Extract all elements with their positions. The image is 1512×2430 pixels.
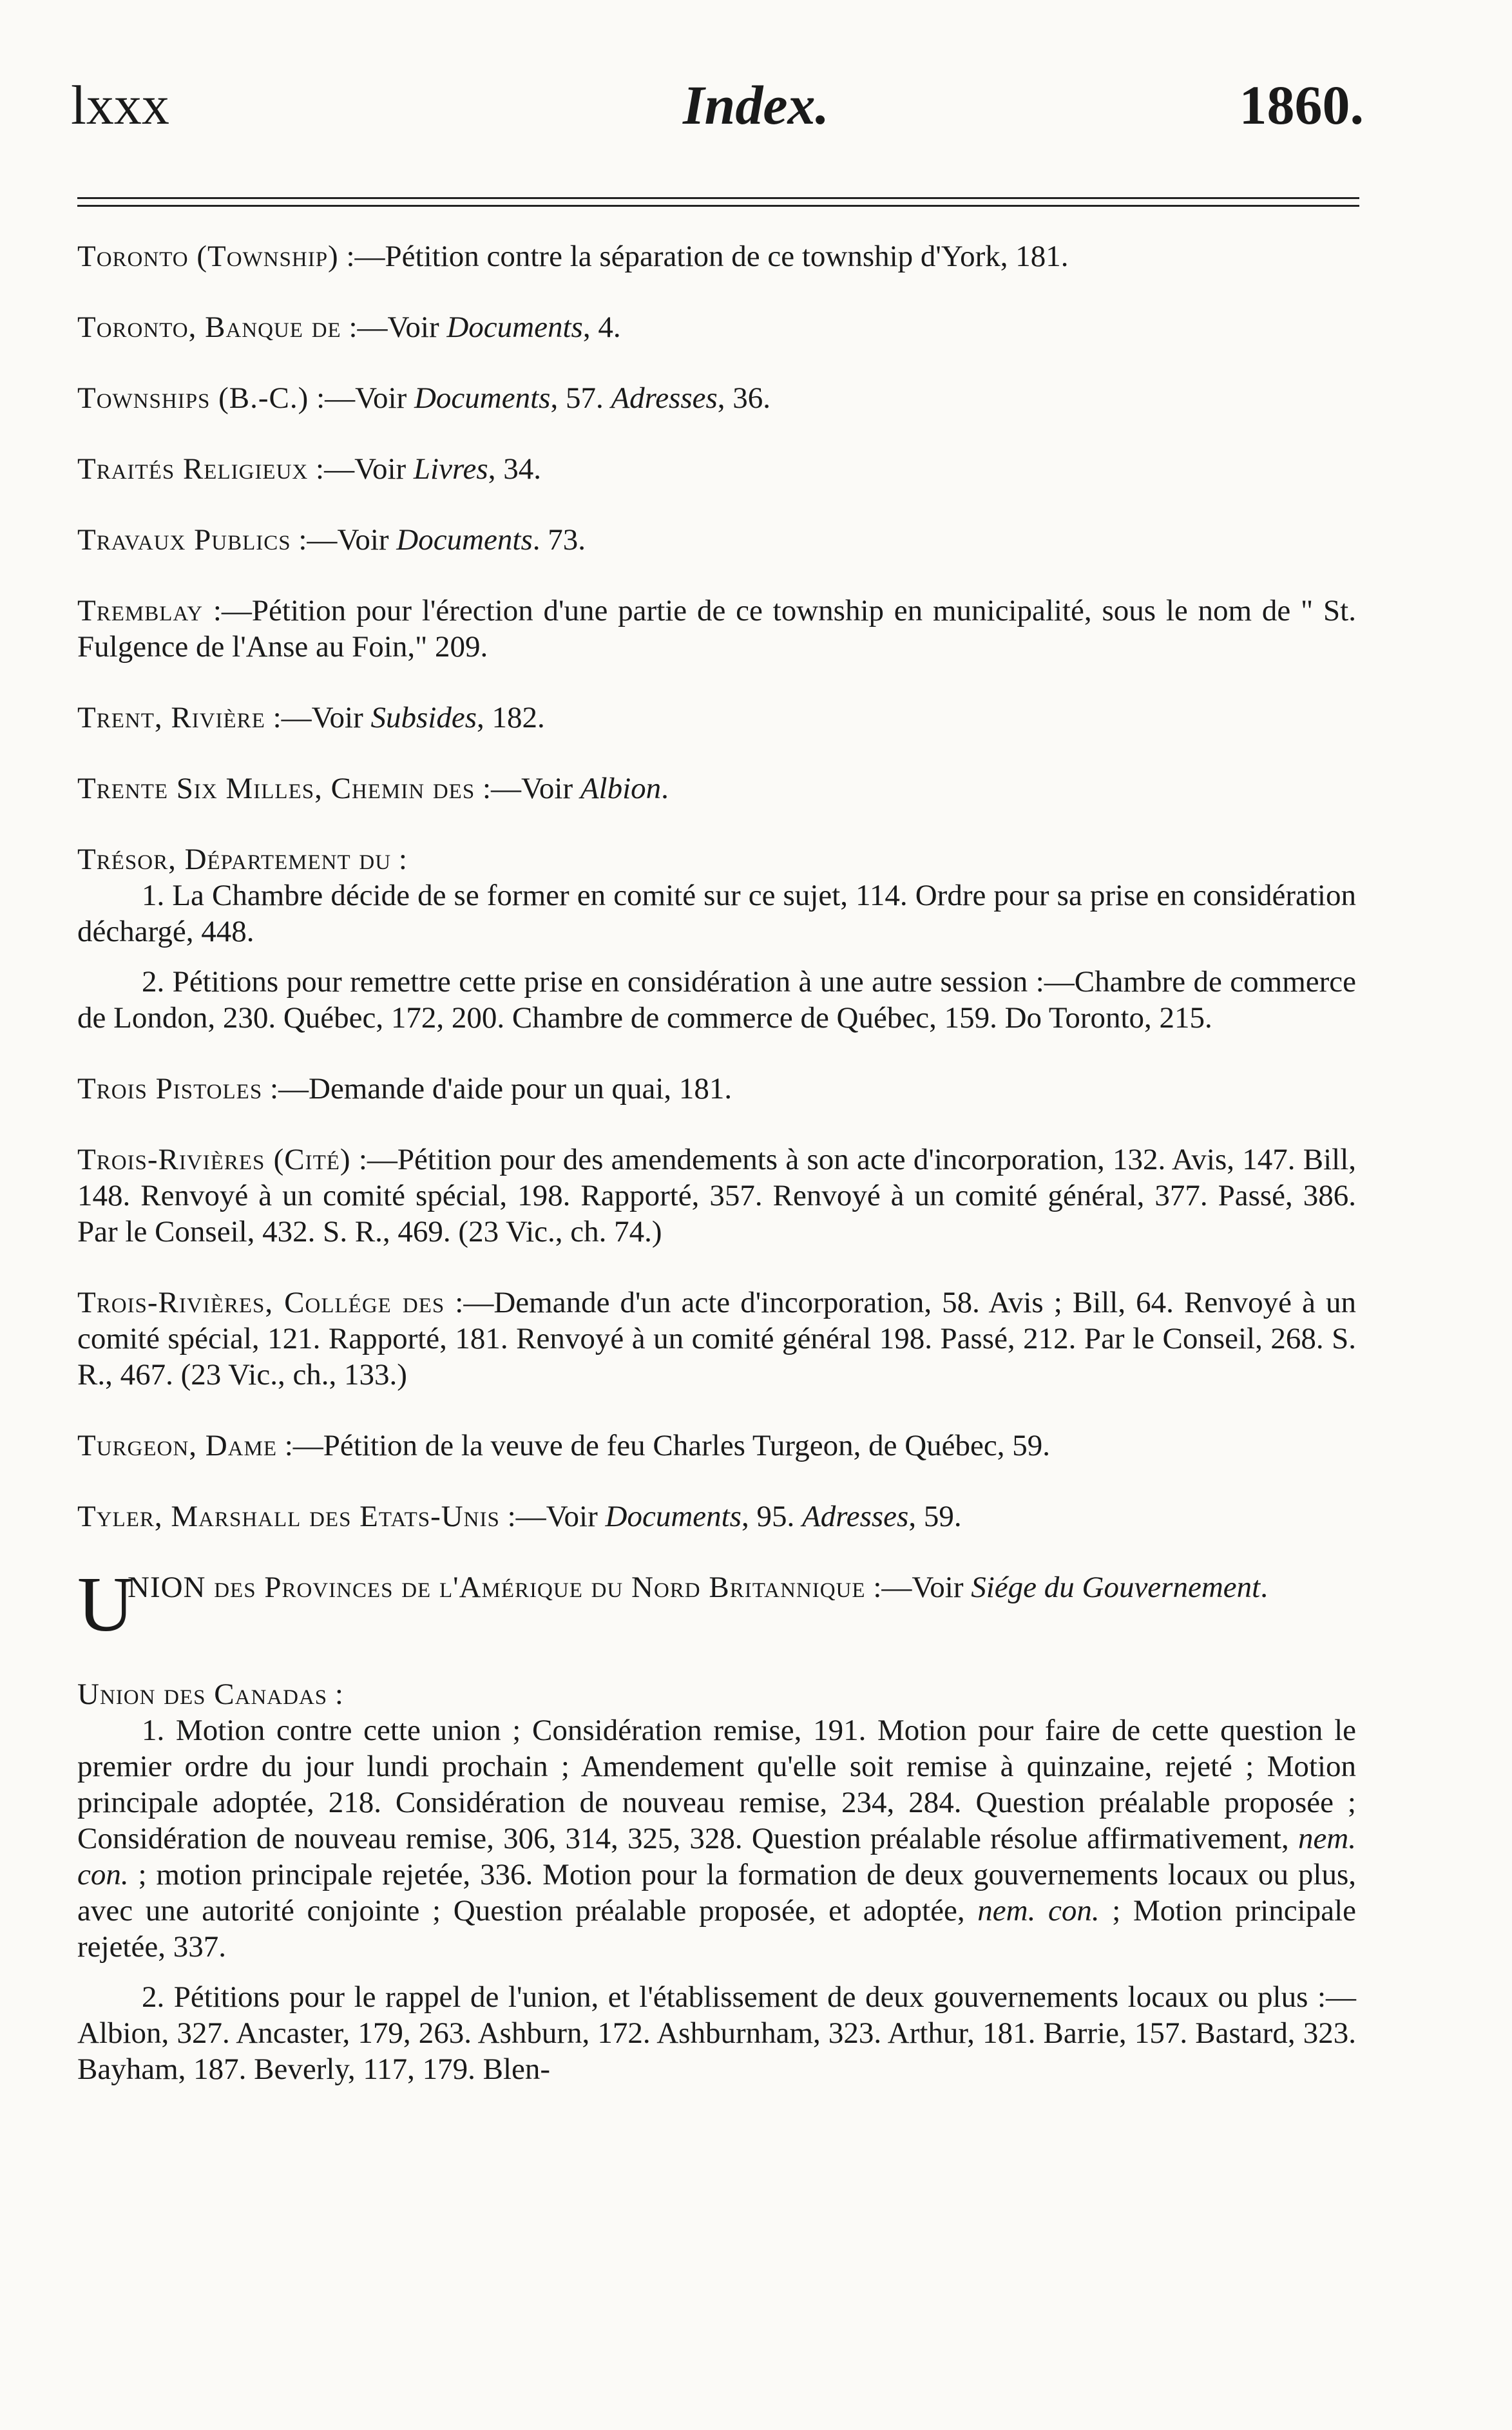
cross-reference: Siége du Gouvernement (971, 1571, 1261, 1604)
entry-heading: Trois Pistoles (77, 1072, 263, 1105)
entry-heading: Tremblay (77, 594, 204, 627)
entry-heading: Trent, Rivière (77, 701, 265, 734)
entry-heading: Travaux Publics (77, 523, 291, 557)
index-entry: Toronto (Township) :—Pétition contre la séparation de ce township d'York, 181. (77, 240, 1069, 273)
index-entry: Trois-Rivières, Collége des :—Demande d'un acte d'incorporation, 58. Avis ; Bill, 64. Renvoyé à un comité spécial, 121. Rapporté, 181. Renvoyé à un comité général 198. Passé, 212. Par le Conseil, 268. S. R., 467. (23 Vic., ch., 133.) (77, 1286, 1357, 1392)
index-entries (77, 238, 1356, 2122)
entry-text: Pétition contre la séparation de ce township d'York, 181. (385, 240, 1069, 273)
entry-heading: Trois-Rivières (Cité) (77, 1143, 351, 1176)
entry-heading: Union des Canadas (77, 1678, 328, 1711)
entry-heading: Toronto, Banque de (77, 311, 341, 344)
cross-reference: Documents (605, 1500, 742, 1533)
entry-text: Pétition pour l'érection d'une partie de ce township en municipalité, sous le nom de " St. Fulgence de l'Anse au Foin," 209. (77, 594, 1356, 664)
page-year: 1860. (1239, 74, 1364, 136)
index-entry: Traités Religieux :—Voir Livres, 34. (77, 452, 541, 486)
latin-phrase: nem. con. (977, 1894, 1100, 1928)
entry-paragraph: 2. Pétitions pour le rappel de l'union, et l'établissement de deux gouvernements locaux ou plus :—Albion, 327. Ancaster, 179, 263. Ashburn, 172. Ashburnham, 323. Arthur, 181. Barrie, 157. Bastard, 323. Bayham, 187. Beverly, 117, 179. Blen- (77, 1980, 1356, 2086)
drop-capital: U (77, 1561, 135, 1648)
cross-reference: Documents (446, 311, 583, 344)
entry-heading: Townships (B.-C.) (77, 381, 309, 415)
index-entry: U NION des Provinces de l'Amérique du Nord Britannique :—Voir Siége du Gouvernement. (77, 1561, 1268, 1648)
entry-text: Pétition pour des amendements à son acte d'incorporation, 132. Avis, 147. Bill, 148. Renvoyé à un comité spécial, 198. Rapporté, 357. Renvoyé à un comité général, 377. Passé, 386. Par le Conseil, 432. S. R., 469. (23 Vic., ch. 74.) (77, 1143, 1357, 1248)
entry-paragraph: 1. La Chambre décide de se former en comité sur ce sujet, 114. Ordre pour sa prise en considération déchargé, 448. (77, 879, 1356, 948)
entry-paragraph: 1. Motion contre cette union ; Considération remise, 191. Motion pour faire de cette question le premier ordre du jour lundi prochain ; Amendement qu'elle soit remise à quinzaine, rejeté ; Motion principale adoptée, 218. Considération de nouveau remise, 234, 284. Question préalable proposée ; Considération de nouveau remise, 306, 314, 325, 328. Question préalable résolue affirmativement, nem. con. ; motion principale rejetée, 336. Motion pour la formation de deux gouvernements locaux ou plus, avec une autorité conjointe ; Question préalable proposée, et adoptée, nem. con. ; Motion principale rejetée, 337. (77, 1714, 1357, 1964)
index-entry: Tremblay :—Pétition pour l'érection d'une partie de ce township en municipalité, sous le nom de " St. Fulgence de l'Anse au Foin," 209. (77, 594, 1356, 664)
cross-reference: Documents (396, 523, 533, 557)
index-entry: Trois-Rivières (Cité) :—Pétition pour des amendements à son acte d'incorporation, 132. Avis, 147. Bill, 148. Renvoyé à un comité spécial, 198. Rapporté, 357. Renvoyé à un comité général, 377. Passé, 386. Par le Conseil, 432. S. R., 469. (23 Vic., ch. 74.) (77, 1143, 1357, 1248)
index-entry: Trésor, Département du : 1. La Chambre décide de se former en comité sur ce sujet, 114. Ordre pour sa prise en considération déchargé, 448. 2. Pétitions pour remettre cette prise en considération à une autre session :—Chambre de commerce de London, 230. Québec, 172, 200. Chambre de commerce de Québec, 159. Do Toronto, 215. (77, 843, 1356, 1035)
cross-reference: Subsides (370, 701, 477, 734)
entry-heading: Turgeon, Dame (77, 1429, 277, 1462)
cross-reference: Adresses (801, 1500, 909, 1533)
cross-reference: Adresses (611, 381, 718, 415)
entry-text: Pétition de la veuve de feu Charles Turgeon, de Québec, 59. (323, 1429, 1050, 1462)
entry-heading: Tyler, Marshall des Etats-Unis (77, 1500, 500, 1533)
cross-reference: Livres (413, 452, 488, 486)
entry-text: Demande d'un acte d'incorporation, 58. Avis ; Bill, 64. Renvoyé à un comité spécial, 121. Rapporté, 181. Renvoyé à un comité général 198. Passé, 212. Par le Conseil, 268. S. R., 467. (23 Vic., ch., 133.) (77, 1286, 1357, 1392)
index-entry: Toronto, Banque de :—Voir Documents, 4. (77, 311, 621, 344)
index-entry: Travaux Publics :—Voir Documents. 73. (77, 523, 586, 557)
cross-reference: Documents (414, 381, 551, 415)
page-title: Index. (683, 74, 829, 136)
entry-heading: Trente Six Milles, Chemin des (77, 772, 475, 805)
index-entry: Trois Pistoles :—Demande d'aide pour un quai, 181. (77, 1072, 732, 1105)
index-entry: Trent, Rivière :—Voir Subsides, 182. (77, 701, 545, 734)
page-number-roman: lxxx (71, 74, 169, 136)
latin-phrase: nem. con. (77, 1822, 1356, 1891)
entry-heading: Toronto (Township) (77, 240, 339, 273)
cross-reference: Albion (580, 772, 662, 805)
index-entry: Union des Canadas : 1. Motion contre cette union ; Considération remise, 191. Motion pour faire de cette question le premier ordre du jour lundi prochain ; Amendement qu'elle soit remise à quinzaine, rejeté ; Motion principale adoptée, 218. Considération de nouveau remise, 234, 284. Question préalable proposée ; Considération de nouveau remise, 306, 314, 325, 328. Question préalable résolue affirmativement, nem. con. ; motion principale rejetée, 336. Motion pour la formation de deux gouvernements locaux ou plus, avec une autorité conjointe ; Question préalable proposée, et adoptée, nem. con. ; Motion principale rejetée, 337. 2. Pétitions pour le rappel de l'union, et l'établissement de deux gouvernements locaux ou plus :—Albion, 327. Ancaster, 179, 263. Ashburn, 172. Ashburnham, 323. Arthur, 181. Barrie, 157. Bastard, 323. Bayham, 187. Beverly, 117, 179. Blen- (77, 1678, 1357, 2086)
entry-text: Demande d'aide pour un quai, 181. (309, 1072, 732, 1105)
index-entry: Turgeon, Dame :—Pétition de la veuve de feu Charles Turgeon, de Québec, 59. (77, 1429, 1050, 1462)
entry-heading: Trésor, Département du (77, 843, 392, 876)
index-entry: Trente Six Milles, Chemin des :—Voir Albion. (77, 772, 669, 805)
index-entry: Tyler, Marshall des Etats-Unis :—Voir Documents, 95. Adresses, 59. (77, 1500, 962, 1533)
header-rule (77, 197, 1359, 199)
entry-heading: Trois-Rivières, Collége des (77, 1286, 445, 1319)
entry-heading: Traités Religieux (77, 452, 309, 486)
header-rule (77, 205, 1359, 207)
entry-paragraph: 2. Pétitions pour remettre cette prise en considération à une autre session :—Chambre de commerce de London, 230. Québec, 172, 200. Chambre de commerce de Québec, 159. Do Toronto, 215. (77, 965, 1356, 1035)
index-entry: Townships (B.-C.) :—Voir Documents, 57. Adresses, 36. (77, 381, 771, 415)
entry-heading: NION des Provinces de l'Amérique du Nord Britannique (128, 1571, 866, 1604)
